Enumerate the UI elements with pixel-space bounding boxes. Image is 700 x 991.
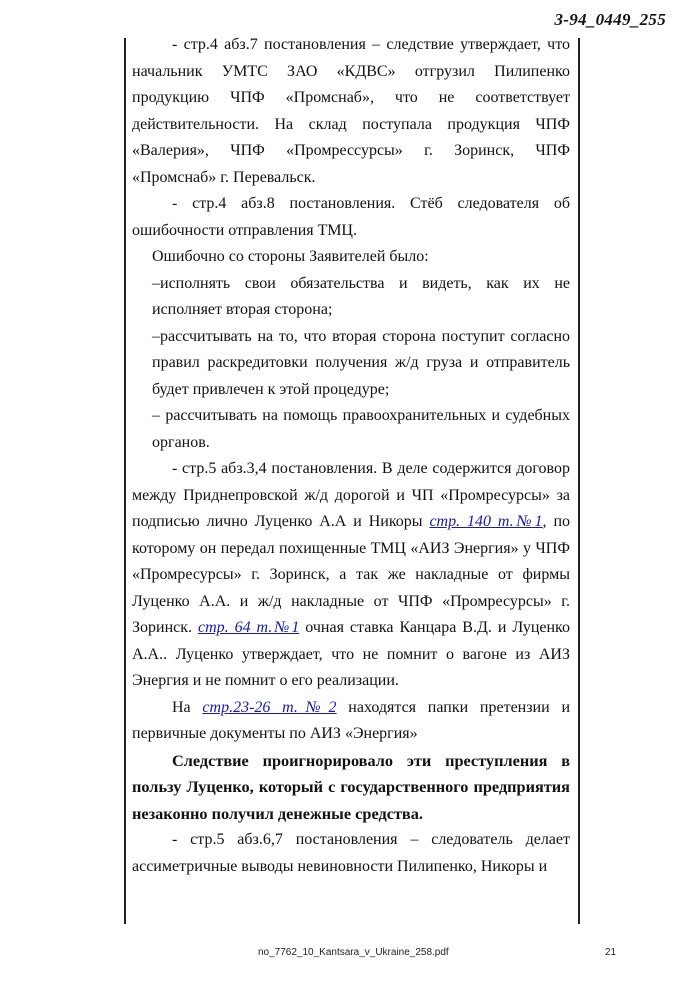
paragraph	[132, 456, 570, 695]
paragraph	[132, 695, 570, 748]
page-number: 21	[605, 947, 617, 958]
footer-filename: no_7762_10_Kantsara_v_Ukraine_258.pdf	[258, 947, 449, 958]
text-segment: На	[172, 698, 203, 716]
text-segment: - стр.5 абз.3,4 постановления. В деле содержится договор между Приднепровской ж/д дорогой и ЧП «Промресурсы» за подписью лично Луценко А.А и Никоры	[132, 460, 570, 530]
right-margin-line	[578, 38, 580, 924]
document-code: 3-94_0449_255	[554, 10, 666, 29]
list-item: –исполнять свои обязательства и видеть, как их не исполняет вторая сторона;	[152, 274, 570, 318]
text-segment: находятся папки претензии и первичные документы по АИЗ «Энергия»	[132, 698, 570, 742]
paragraph: - стр.5 абз.6,7 постановления – следователь делает ассиметричные выводы невиновности Пилипенко, Никоры и	[132, 831, 570, 875]
bold-paragraph: Следствие проигнорировало эти преступления в пользу Луценко, который с государственного предприятия незаконно получил денежные средства.	[132, 750, 570, 823]
text-segment: , по которому он передал похищенные ТМЦ «АИЗ Энергия» у ЧПФ «Промресурсы» г. Зоринск, а так же накладные от фирмы Луценко А.А. и ж/д накладные от ЧПФ «Промресурсы» г. Зоринск.	[132, 513, 571, 636]
paragraph: - стр.4 абз.7 постановления – следствие утверждает, что начальник УМТС ЗАО «КДВС» отгрузил Пилипенко продукцию ЧПФ «Промснаб», что не соответствует действительности. На склад поступала продукция ЧПФ «Валерия», ЧПФ «Промрессурсы» г. Зоринск, ЧПФ «Промснаб» г. Перевальск.	[132, 36, 570, 186]
text-segment: очная ставка Канцара В.Д. и Луценко А.А.. Луценко утверждает, что не помнит о вагоне из АИЗ Энергия и не помнит о его реализации.	[132, 619, 571, 689]
list-item: – рассчитывать на помощь правоохранительных и судебных органов.	[152, 407, 570, 451]
document-body	[132, 32, 570, 880]
case-file-reference-link[interactable]: стр.23-26 т.№2	[202, 698, 337, 716]
case-file-reference-link[interactable]: стр. 140 т.№1	[429, 513, 543, 530]
case-file-reference-link[interactable]: стр. 64 т.№1	[197, 619, 300, 636]
left-margin-line	[124, 38, 126, 924]
list-item: –рассчитывать на то, что вторая сторона поступит согласно правил раскредитовки получения ж/д груза и отправитель будет привлечен к этой процедуре;	[152, 327, 570, 398]
paragraph: - стр.4 абз.8 постановления. Стёб следователя об ошибочности отправления ТМЦ.	[132, 195, 570, 239]
paragraph: Ошибочно со стороны Заявителей было:	[152, 248, 429, 265]
